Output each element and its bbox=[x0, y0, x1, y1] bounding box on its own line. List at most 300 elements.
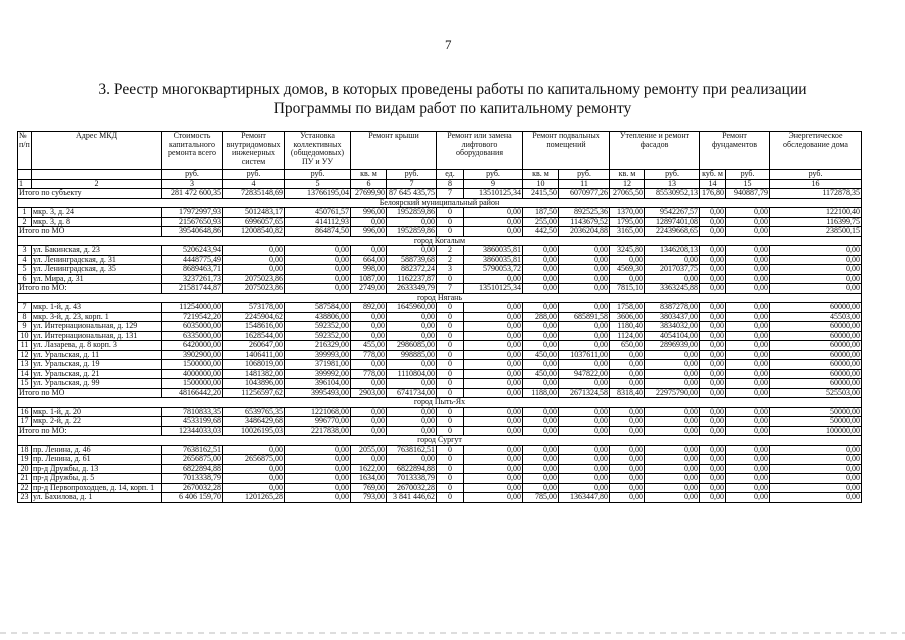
table-cell: 0,00 bbox=[770, 455, 862, 465]
table-cell: 0 bbox=[437, 303, 464, 313]
column-number: 15 bbox=[726, 179, 770, 189]
row-address: мкр. 3, д. 8 bbox=[32, 217, 162, 227]
table-cell: 2 bbox=[437, 255, 464, 265]
table-cell: 2986085,00 bbox=[387, 341, 437, 351]
table-cell: 12344033,03 bbox=[162, 426, 223, 436]
table-cell: 996,00 bbox=[351, 208, 387, 218]
table-cell: 455,00 bbox=[351, 341, 387, 351]
table-cell: 6996057,65 bbox=[223, 217, 285, 227]
unit-cell: куб. м bbox=[700, 170, 726, 180]
table-cell: 0,00 bbox=[285, 246, 351, 256]
table-cell: 0,00 bbox=[387, 331, 437, 341]
header-lift: Ремонт или замена лифтового оборудования bbox=[437, 132, 523, 170]
table-cell: 0,00 bbox=[285, 464, 351, 474]
table-cell: 0,00 bbox=[387, 312, 437, 322]
table-cell: 0,00 bbox=[770, 483, 862, 493]
table-cell: 0,00 bbox=[559, 445, 610, 455]
table-cell: 0 bbox=[437, 274, 464, 284]
table-row bbox=[18, 417, 862, 427]
table-cell: 0 bbox=[437, 350, 464, 360]
table-cell: 1087,00 bbox=[351, 274, 387, 284]
table-cell: 0,00 bbox=[700, 255, 726, 265]
table-cell: 0,00 bbox=[700, 246, 726, 256]
unit-cell: руб. bbox=[285, 170, 351, 180]
table-cell: 0,00 bbox=[351, 331, 387, 341]
table-cell: 0,00 bbox=[387, 426, 437, 436]
table-cell: 0,00 bbox=[726, 474, 770, 484]
table-cell: 0,00 bbox=[770, 274, 862, 284]
table-row bbox=[18, 483, 862, 493]
table-cell: 2 bbox=[437, 246, 464, 256]
table-cell: 6335000,00 bbox=[162, 331, 223, 341]
table-row bbox=[18, 322, 862, 332]
table-cell: 0,00 bbox=[387, 217, 437, 227]
table-cell: 0,00 bbox=[726, 265, 770, 275]
row-address: мкр. 1-й, д. 20 bbox=[32, 407, 162, 417]
table-cell: 187,50 bbox=[523, 208, 559, 218]
table-cell: 1758,00 bbox=[610, 303, 645, 313]
table-cell: 6035000,00 bbox=[162, 322, 223, 332]
table-cell: 3363245,88 bbox=[645, 284, 700, 294]
table-cell: 0 bbox=[437, 217, 464, 227]
table-cell: 216329,00 bbox=[285, 341, 351, 351]
table-cell: 1124,00 bbox=[610, 331, 645, 341]
table-cell: 0,00 bbox=[523, 379, 559, 389]
table-cell: 0,00 bbox=[387, 455, 437, 465]
table-cell: 1201265,28 bbox=[223, 493, 285, 503]
table-cell: 3165,00 bbox=[610, 227, 645, 237]
table-cell: 0 bbox=[437, 474, 464, 484]
table-cell: 0,00 bbox=[351, 217, 387, 227]
table-cell: 0,00 bbox=[464, 417, 523, 427]
table-cell: 0,00 bbox=[559, 331, 610, 341]
table-cell: 0,00 bbox=[351, 455, 387, 465]
total-label: Итого по субъекту bbox=[18, 189, 162, 199]
table-cell: 0,00 bbox=[700, 407, 726, 417]
table-cell: 0 bbox=[437, 331, 464, 341]
table-cell: 1952859,86 bbox=[387, 208, 437, 218]
table-cell: 60000,00 bbox=[770, 322, 862, 332]
table-cell: 0,00 bbox=[726, 379, 770, 389]
table-cell: 6741734,00 bbox=[387, 388, 437, 398]
table-cell: 100000,00 bbox=[770, 426, 862, 436]
table-cell: 442,50 bbox=[523, 227, 559, 237]
table-cell: 0,00 bbox=[645, 379, 700, 389]
table-cell: 0,00 bbox=[559, 417, 610, 427]
total-label: Итого по МО: bbox=[18, 426, 162, 436]
row-number: 8 bbox=[18, 312, 32, 322]
row-address: ул. Уральская, д. 11 bbox=[32, 350, 162, 360]
table-cell: 60000,00 bbox=[770, 360, 862, 370]
table-cell: 0,00 bbox=[387, 407, 437, 417]
table-cell: 0,00 bbox=[645, 455, 700, 465]
table-cell: 0,00 bbox=[770, 445, 862, 455]
table-cell: 4448775,49 bbox=[162, 255, 223, 265]
table-cell: 0 bbox=[437, 464, 464, 474]
table-cell: 85530952,13 bbox=[645, 189, 700, 199]
table-cell: 2245904,62 bbox=[223, 312, 285, 322]
total-row bbox=[18, 227, 862, 237]
table-cell: 0,00 bbox=[700, 360, 726, 370]
table-cell: 0,00 bbox=[523, 407, 559, 417]
table-cell: 0,00 bbox=[464, 331, 523, 341]
table-cell: 1143679,52 bbox=[559, 217, 610, 227]
column-number: 5 bbox=[285, 179, 351, 189]
table-cell: 13766195,04 bbox=[285, 189, 351, 199]
table-cell: 0,00 bbox=[464, 350, 523, 360]
table-cell: 0,00 bbox=[700, 208, 726, 218]
column-numbers-row bbox=[18, 179, 862, 189]
table-cell: 22439668,65 bbox=[645, 227, 700, 237]
document-title bbox=[0, 80, 905, 118]
table-cell: 1346208,13 bbox=[645, 246, 700, 256]
table-cell: 0,00 bbox=[700, 474, 726, 484]
table-cell: 0 bbox=[437, 455, 464, 465]
table-cell: 0 bbox=[437, 388, 464, 398]
unit-cell: ед. bbox=[437, 170, 464, 180]
row-address: ул. Бакинская, д. 23 bbox=[32, 246, 162, 256]
table-row bbox=[18, 379, 862, 389]
table-cell: 0,00 bbox=[645, 445, 700, 455]
table-cell: 592352,00 bbox=[285, 331, 351, 341]
unit-cell: руб. bbox=[726, 170, 770, 180]
table-cell: 0 bbox=[437, 407, 464, 417]
table-cell: 5206243,94 bbox=[162, 246, 223, 256]
row-number: 15 bbox=[18, 379, 32, 389]
table-cell: 1370,00 bbox=[610, 208, 645, 218]
table-cell: 0,00 bbox=[464, 341, 523, 351]
table-cell: 0,00 bbox=[645, 274, 700, 284]
section-title: город Когалым bbox=[18, 236, 862, 246]
table-cell: 0,00 bbox=[726, 417, 770, 427]
table-cell: 1037611,00 bbox=[559, 350, 610, 360]
section-title: Белоярский муниципальный район bbox=[18, 198, 862, 208]
table-cell: 0,00 bbox=[523, 303, 559, 313]
table-row bbox=[18, 265, 862, 275]
table-cell: 0,00 bbox=[726, 284, 770, 294]
table-cell: 0,00 bbox=[610, 493, 645, 503]
section-title: город Сургут bbox=[18, 436, 862, 446]
table-cell: 0,00 bbox=[223, 246, 285, 256]
table-cell: 0,00 bbox=[770, 464, 862, 474]
total-label: Итого по МО bbox=[18, 227, 162, 237]
row-address: ул. Ленинградская, д. 35 bbox=[32, 265, 162, 275]
table-cell: 0,00 bbox=[700, 455, 726, 465]
table-cell: 0,00 bbox=[700, 426, 726, 436]
table-cell: 0,00 bbox=[559, 274, 610, 284]
table-cell: 0,00 bbox=[351, 360, 387, 370]
table-cell: 0,00 bbox=[610, 360, 645, 370]
table-cell: 0,00 bbox=[610, 445, 645, 455]
table-cell: 281 472 600,35 bbox=[162, 189, 223, 199]
table-cell: 6539765,35 bbox=[223, 407, 285, 417]
table-cell: 0,00 bbox=[700, 379, 726, 389]
table-cell: 0,00 bbox=[700, 493, 726, 503]
table-cell: 50000,00 bbox=[770, 407, 862, 417]
table-cell: 2903,00 bbox=[351, 388, 387, 398]
column-number: 9 bbox=[464, 179, 523, 189]
table-cell: 0,00 bbox=[700, 388, 726, 398]
table-cell: 785,00 bbox=[523, 493, 559, 503]
table-cell: 1500000,00 bbox=[162, 360, 223, 370]
table-cell: 0,00 bbox=[387, 322, 437, 332]
table-cell: 60000,00 bbox=[770, 369, 862, 379]
table-row bbox=[18, 312, 862, 322]
table-cell: 13510125,34 bbox=[464, 189, 523, 199]
table-cell: 864874,50 bbox=[285, 227, 351, 237]
table-row bbox=[18, 474, 862, 484]
header-address: Адрес МКД bbox=[32, 132, 162, 170]
table-cell: 588739,68 bbox=[387, 255, 437, 265]
table-cell: 21567650,93 bbox=[162, 217, 223, 227]
table-cell: 0,00 bbox=[559, 483, 610, 493]
table-cell: 0,00 bbox=[700, 227, 726, 237]
table-cell: 0,00 bbox=[464, 445, 523, 455]
table-cell: 0,00 bbox=[726, 312, 770, 322]
table-cell: 3902900,00 bbox=[162, 350, 223, 360]
table-cell: 7013338,79 bbox=[162, 474, 223, 484]
table-cell: 0,00 bbox=[285, 493, 351, 503]
table-cell: 39540648,86 bbox=[162, 227, 223, 237]
table-cell: 0,00 bbox=[726, 217, 770, 227]
table-cell: 996770,00 bbox=[285, 417, 351, 427]
table-cell: 0,00 bbox=[523, 417, 559, 427]
table-cell: 0,00 bbox=[523, 284, 559, 294]
table-cell: 0,00 bbox=[559, 341, 610, 351]
table-cell: 0,00 bbox=[464, 312, 523, 322]
table-cell: 1172878,35 bbox=[770, 189, 862, 199]
row-address: пр-д Дружбы, д. 13 bbox=[32, 464, 162, 474]
table-cell: 0,00 bbox=[285, 474, 351, 484]
total-row bbox=[18, 426, 862, 436]
table-cell: 0 bbox=[437, 417, 464, 427]
table-cell: 0,00 bbox=[610, 407, 645, 417]
table-cell: 238500,15 bbox=[770, 227, 862, 237]
table-cell: 793,00 bbox=[351, 493, 387, 503]
section-row bbox=[18, 398, 862, 408]
table-cell: 0,00 bbox=[351, 246, 387, 256]
table-cell: 0,00 bbox=[726, 407, 770, 417]
table-cell: 0,00 bbox=[464, 369, 523, 379]
table-cell: 116399,75 bbox=[770, 217, 862, 227]
table-cell: 769,00 bbox=[351, 483, 387, 493]
table-cell: 0,00 bbox=[700, 217, 726, 227]
table-cell: 72835148,69 bbox=[223, 189, 285, 199]
table-cell: 0,00 bbox=[464, 388, 523, 398]
table-row bbox=[18, 255, 862, 265]
row-number: 19 bbox=[18, 455, 32, 465]
table-cell: 6420000,00 bbox=[162, 341, 223, 351]
registry-table bbox=[17, 131, 862, 503]
unit-cell: руб. bbox=[559, 170, 610, 180]
column-number: 8 bbox=[437, 179, 464, 189]
table-cell: 0,00 bbox=[523, 322, 559, 332]
table-cell: 0,00 bbox=[387, 417, 437, 427]
table-cell: 0,00 bbox=[726, 246, 770, 256]
table-cell: 60000,00 bbox=[770, 303, 862, 313]
row-address: ул. Уральская, д. 21 bbox=[32, 369, 162, 379]
table-cell: 1068019,00 bbox=[223, 360, 285, 370]
table-cell: 0,00 bbox=[726, 303, 770, 313]
row-number: 3 bbox=[18, 246, 32, 256]
column-number: 4 bbox=[223, 179, 285, 189]
column-number: 1 bbox=[18, 179, 32, 189]
table-cell: 0,00 bbox=[700, 274, 726, 284]
table-cell: 0,00 bbox=[559, 455, 610, 465]
table-cell: 255,00 bbox=[523, 217, 559, 227]
table-cell: 1043896,00 bbox=[223, 379, 285, 389]
table-cell: 0,00 bbox=[726, 426, 770, 436]
table-cell: 11256597,62 bbox=[223, 388, 285, 398]
table-row bbox=[18, 274, 862, 284]
table-cell: 0,00 bbox=[726, 493, 770, 503]
header-energy: Энергетическое обследование дома bbox=[770, 132, 862, 170]
table-cell: 3995493,00 bbox=[285, 388, 351, 398]
table-cell: 0,00 bbox=[726, 331, 770, 341]
table-cell: 0 bbox=[437, 208, 464, 218]
table-cell: 0 bbox=[437, 445, 464, 455]
table-cell: 3486429,68 bbox=[223, 417, 285, 427]
unit-cell: руб. bbox=[464, 170, 523, 180]
row-address: мкр. 1-й, д. 43 bbox=[32, 303, 162, 313]
table-cell: 0,00 bbox=[610, 255, 645, 265]
table-cell: 450761,57 bbox=[285, 208, 351, 218]
table-cell: 2670032,28 bbox=[162, 483, 223, 493]
table-cell: 0,00 bbox=[726, 274, 770, 284]
table-cell: 0,00 bbox=[464, 407, 523, 417]
table-cell: 0,00 bbox=[700, 303, 726, 313]
table-cell: 2075023,86 bbox=[223, 284, 285, 294]
table-cell: 0,00 bbox=[523, 474, 559, 484]
table-row bbox=[18, 331, 862, 341]
table-cell: 1645960,00 bbox=[387, 303, 437, 313]
row-address: ул. Мира, д. 31 bbox=[32, 274, 162, 284]
table-cell: 371981,00 bbox=[285, 360, 351, 370]
table-cell: 0,00 bbox=[351, 417, 387, 427]
table-cell: 0,00 bbox=[523, 265, 559, 275]
header-foundation: Ремонт фундаментов bbox=[700, 132, 770, 170]
table-row bbox=[18, 445, 862, 455]
table-cell: 2670032,28 bbox=[387, 483, 437, 493]
row-address: ул. Уральская, д. 99 bbox=[32, 379, 162, 389]
table-cell: 10026195,03 bbox=[223, 426, 285, 436]
table-cell: 0,00 bbox=[223, 483, 285, 493]
table-cell: 892525,36 bbox=[559, 208, 610, 218]
table-cell: 0,00 bbox=[464, 426, 523, 436]
row-number: 1 bbox=[18, 208, 32, 218]
table-cell: 1481382,00 bbox=[223, 369, 285, 379]
table-cell: 592352,00 bbox=[285, 322, 351, 332]
table-cell: 0,00 bbox=[223, 474, 285, 484]
header-basement: Ремонт подвальных помещений bbox=[523, 132, 610, 170]
table-row bbox=[18, 350, 862, 360]
table-cell: 0,00 bbox=[610, 379, 645, 389]
table-cell: 0,00 bbox=[464, 360, 523, 370]
table-cell: 0,00 bbox=[464, 455, 523, 465]
table-cell: 12897401,08 bbox=[645, 217, 700, 227]
table-row bbox=[18, 303, 862, 313]
column-number: 6 bbox=[351, 179, 387, 189]
table-cell: 0,00 bbox=[610, 483, 645, 493]
header-num: № п/п bbox=[18, 132, 32, 170]
total-label: Итого по МО: bbox=[18, 284, 162, 294]
table-cell: 0,00 bbox=[351, 312, 387, 322]
table-cell: 60000,00 bbox=[770, 341, 862, 351]
units-blank bbox=[18, 170, 32, 180]
table-cell: 0,00 bbox=[285, 445, 351, 455]
table-cell: 1363447,80 bbox=[559, 493, 610, 503]
table-cell: 0,00 bbox=[285, 483, 351, 493]
title-line-1: 3. Реестр многоквартирных домов, в которых проведены работы по капитальному ремонту при реализации bbox=[98, 81, 807, 98]
unit-cell: руб. bbox=[223, 170, 285, 180]
table-cell: 0,00 bbox=[523, 483, 559, 493]
table-cell: 0,00 bbox=[464, 379, 523, 389]
table-cell: 0,00 bbox=[523, 464, 559, 474]
table-cell: 0,00 bbox=[700, 464, 726, 474]
units-blank bbox=[32, 170, 162, 180]
table-cell: 0,00 bbox=[726, 455, 770, 465]
table-cell: 0,00 bbox=[700, 483, 726, 493]
table-cell: 399993,00 bbox=[285, 350, 351, 360]
table-cell: 60000,00 bbox=[770, 331, 862, 341]
table-cell: 0,00 bbox=[559, 360, 610, 370]
table-cell: 7810833,35 bbox=[162, 407, 223, 417]
table-cell: 45503,00 bbox=[770, 312, 862, 322]
table-cell: 882372,24 bbox=[387, 265, 437, 275]
table-cell: 8318,40 bbox=[610, 388, 645, 398]
section-row bbox=[18, 293, 862, 303]
total-row bbox=[18, 189, 862, 199]
table-cell: 1221068,00 bbox=[285, 407, 351, 417]
table-cell: 1406411,00 bbox=[223, 350, 285, 360]
table-cell: 0,00 bbox=[700, 341, 726, 351]
table-row bbox=[18, 493, 862, 503]
table-cell: 996,00 bbox=[351, 227, 387, 237]
column-number: 16 bbox=[770, 179, 862, 189]
table-cell: 0,00 bbox=[700, 265, 726, 275]
table-cell: 50000,00 bbox=[770, 417, 862, 427]
table-cell: 0,00 bbox=[726, 208, 770, 218]
page-number: 7 bbox=[445, 37, 452, 52]
table-cell: 2749,00 bbox=[351, 284, 387, 294]
table-cell: 0 bbox=[437, 369, 464, 379]
table-cell: 2055,00 bbox=[351, 445, 387, 455]
row-number: 9 bbox=[18, 322, 32, 332]
table-cell: 0,00 bbox=[285, 255, 351, 265]
table-cell: 2017037,75 bbox=[645, 265, 700, 275]
section-title: город Нягань bbox=[18, 293, 862, 303]
table-cell: 0,00 bbox=[610, 455, 645, 465]
table-cell: 0,00 bbox=[285, 455, 351, 465]
table-cell: 998,00 bbox=[351, 265, 387, 275]
row-number: 16 bbox=[18, 407, 32, 417]
table-cell: 940887,79 bbox=[726, 189, 770, 199]
table-cell: 0,00 bbox=[523, 341, 559, 351]
total-row bbox=[18, 284, 862, 294]
table-cell: 0,00 bbox=[559, 474, 610, 484]
table-cell: 778,00 bbox=[351, 350, 387, 360]
table-cell: 4054104,00 bbox=[645, 331, 700, 341]
table-row bbox=[18, 341, 862, 351]
table-cell: 0,00 bbox=[559, 426, 610, 436]
table-cell: 1548616,00 bbox=[223, 322, 285, 332]
table-cell: 17972997,93 bbox=[162, 208, 223, 218]
table-cell: 0,00 bbox=[464, 464, 523, 474]
table-cell: 0,00 bbox=[770, 265, 862, 275]
table-cell: 0,00 bbox=[726, 350, 770, 360]
row-number: 23 bbox=[18, 493, 32, 503]
table-cell: 0,00 bbox=[645, 426, 700, 436]
